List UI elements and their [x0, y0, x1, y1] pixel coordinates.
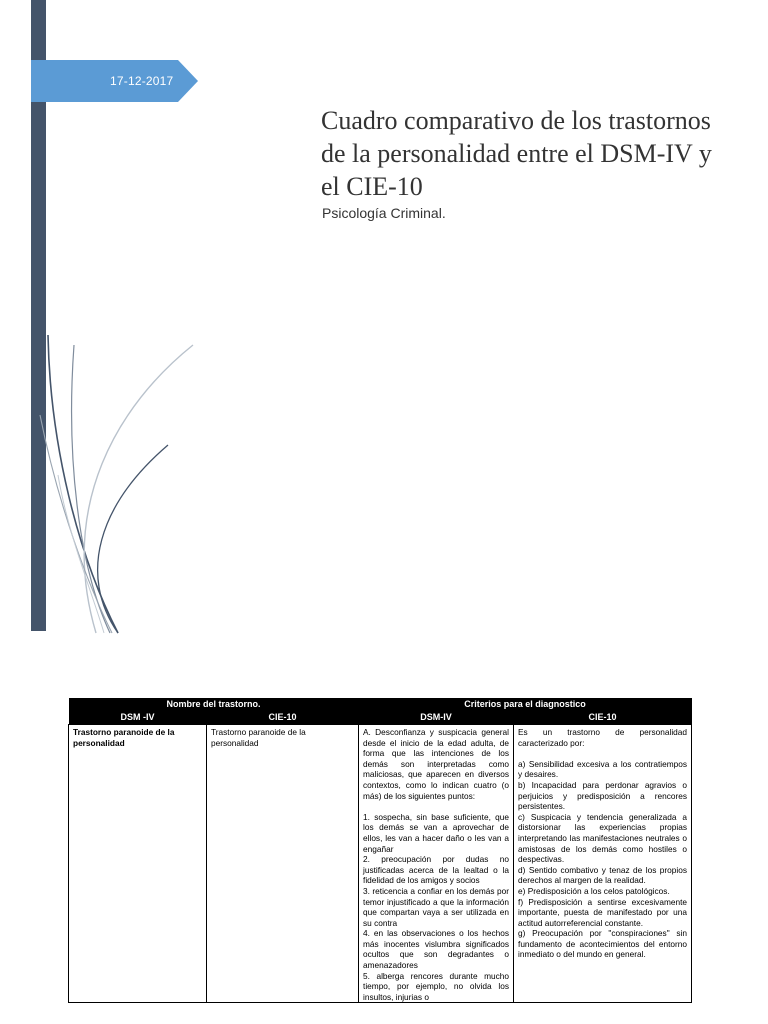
dsm-criterion-item: 1. sospecha, sin base suficiente, que los demás se van a aprovechar de ellos, les van a hacer daño o les van a engañar: [363, 811, 510, 854]
column-header-row: [69, 711, 692, 725]
dsm-criterion-item: 5. alberga rencores durante mucho tiempo, por ejemplo, no olvida los insultos, injurias o: [363, 970, 510, 1002]
cie-criteria-cell: [514, 725, 692, 1003]
dsm-disorder-name-cell: [69, 725, 207, 1003]
dsm-disorder-name: Trastorno paranoide de la personalidad: [73, 727, 175, 748]
paragraph-gap: [363, 801, 509, 812]
decorative-swirl: [38, 335, 208, 635]
comparison-table: [68, 698, 692, 1003]
group-header-row: [69, 698, 692, 711]
table-row: [69, 725, 692, 1003]
dsm-criterion-item: 3. reticencia a confiar en los demás por temor injustificado a que la información que compartan vaya a ser utilizada en su contra: [363, 885, 510, 928]
group-header-name: Nombre del trastorno.: [69, 698, 359, 711]
cie-disorder-name: Trastorno paranoide de la personalidad: [211, 727, 306, 748]
group-header-criteria: Criterios para el diagnostico: [359, 698, 692, 711]
cover-date: 17-12-2017: [110, 74, 174, 88]
document-subtitle: Psicología Criminal.: [322, 205, 446, 221]
document-title: Cuadro comparativo de los trastornos de la personalidad entre el DSM-IV y el CIE-10: [321, 106, 712, 201]
column-header: DSM -IV: [69, 711, 207, 725]
cie-disorder-name-cell: [207, 725, 359, 1003]
column-header: DSM-IV: [359, 711, 514, 725]
cie-criterion-intro: Es un trastorno de personalidad caracterizado por:: [518, 727, 688, 748]
cie-criterion-item: f) Predisposición a sentirse excesivamente importante, puesta de manifestado por una actitud autorreferencial constante.: [518, 896, 688, 928]
dsm-criterion-item: 4. en las observaciones o los hechos más inocentes vislumbra significados ocultos que son degradantes o amenazadores: [363, 928, 510, 971]
cie-criterion-item: g) Preocupación por "conspiraciones" sin fundamento de acontecimientos del entorno inmediato o del mundo en general.: [518, 928, 688, 960]
cie-criterion-item: d) Sentido combativo y tenaz de los propios derechos al margen de la realidad.: [518, 864, 688, 886]
dsm-criteria-cell: [359, 725, 514, 1003]
paragraph-gap: [518, 748, 687, 759]
cie-criterion-item: a) Sensibilidad excesiva a los contratiempos y desaires.: [518, 758, 688, 780]
cie-criterion-item: e) Predisposición a los celos patológicos.: [518, 885, 670, 896]
column-header: CIE-10: [207, 711, 359, 725]
cie-criterion-item: c) Suspicacia y tendencia generalizada a distorsionar las experiencias propias interpretando las manifestaciones neutrales o amistosas de los demás como hostiles o despectivas.: [518, 811, 688, 865]
cie-criterion-item: b) Incapacidad para perdonar agravios o perjuicios y predisposición a rencores persistentes.: [518, 779, 688, 812]
dsm-criterion-intro: A. Desconfianza y suspicacia general desde el inicio de la edad adulta, de forma que las intenciones de los demás son interpretadas como maliciosas, que aparecen en diversos contextos, como lo indican cuatro (o más) de los siguientes puntos:: [363, 727, 510, 801]
dsm-criterion-item: 2. preocupación por dudas no justificadas acerca de la lealtad o la fidelidad de los amigos y socios: [363, 854, 510, 886]
column-header: CIE-10: [514, 711, 692, 725]
